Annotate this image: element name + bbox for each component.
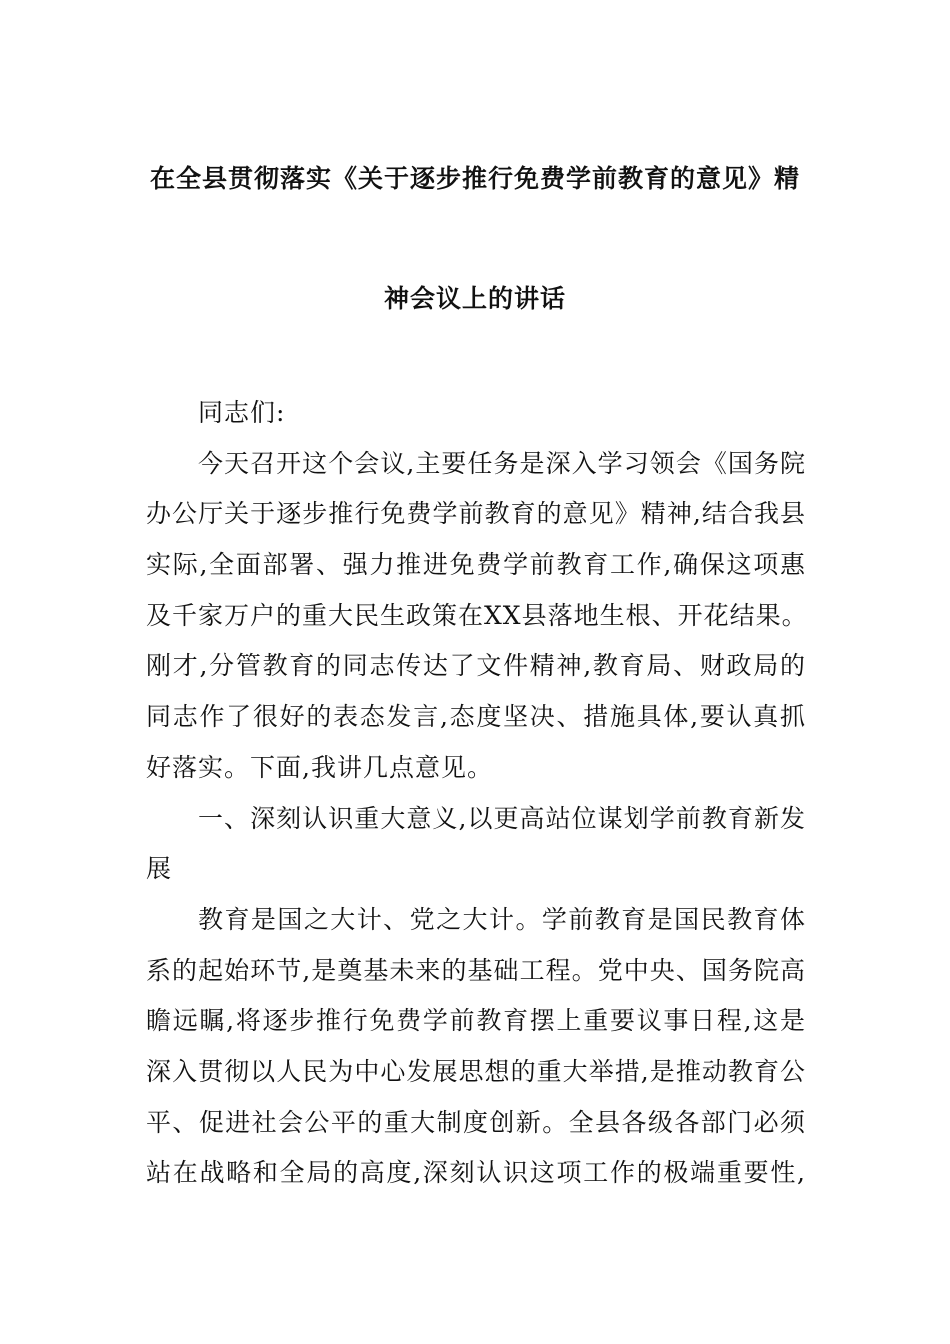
document-body xyxy=(146,388,806,1199)
paragraph-line: 平、促进社会公平的重大制度创新。全县各级各部门必须 xyxy=(146,1107,806,1137)
paragraph-line: 瞻远瞩,将逐步推行免费学前教育摆上重要议事日程,这是 xyxy=(146,1006,806,1036)
document-title-line-2: 神会议上的讲话 xyxy=(383,284,566,313)
paragraph-line: 站在战略和全局的高度,深刻认识这项工作的极端重要性, xyxy=(146,1158,806,1188)
paragraph-line: 好落实。下面,我讲几点意见。 xyxy=(146,752,493,782)
paragraph-line: 深入贯彻以人民为中心发展思想的重大举措,是推动教育公 xyxy=(146,1056,806,1086)
paragraph-line: 办公厅关于逐步推行免费学前教育的意见》精神,结合我县 xyxy=(146,499,806,529)
document-title-line-1: 在全县贯彻落实《关于逐步推行免费学前教育的意见》精 xyxy=(149,164,800,193)
paragraph-line: 同志作了很好的表态发言,态度坚决、措施具体,要认真抓 xyxy=(146,702,806,732)
paragraph-line: 及千家万户的重大民生政策在XX县落地生根、开花结果。 xyxy=(146,600,808,630)
paragraph-line: 实际,全面部署、强力推进免费学前教育工作,确保这项惠 xyxy=(146,550,806,580)
salutation: 同志们: xyxy=(198,398,286,427)
paragraph-line: 今天召开这个会议,主要任务是深入学习领会《国务院 xyxy=(198,448,806,478)
section-heading-line: 一、深刻认识重大意义,以更高站位谋划学前教育新发 xyxy=(198,803,806,833)
section-heading-line: 展 xyxy=(146,854,173,884)
paragraph-line: 教育是国之大计、党之大计。学前教育是国民教育体 xyxy=(198,904,806,934)
paragraph-line: 刚才,分管教育的同志传达了文件精神,教育局、财政局的 xyxy=(146,651,806,681)
paragraph-line: 系的起始环节,是奠基未来的基础工程。党中央、国务院高 xyxy=(146,955,806,985)
